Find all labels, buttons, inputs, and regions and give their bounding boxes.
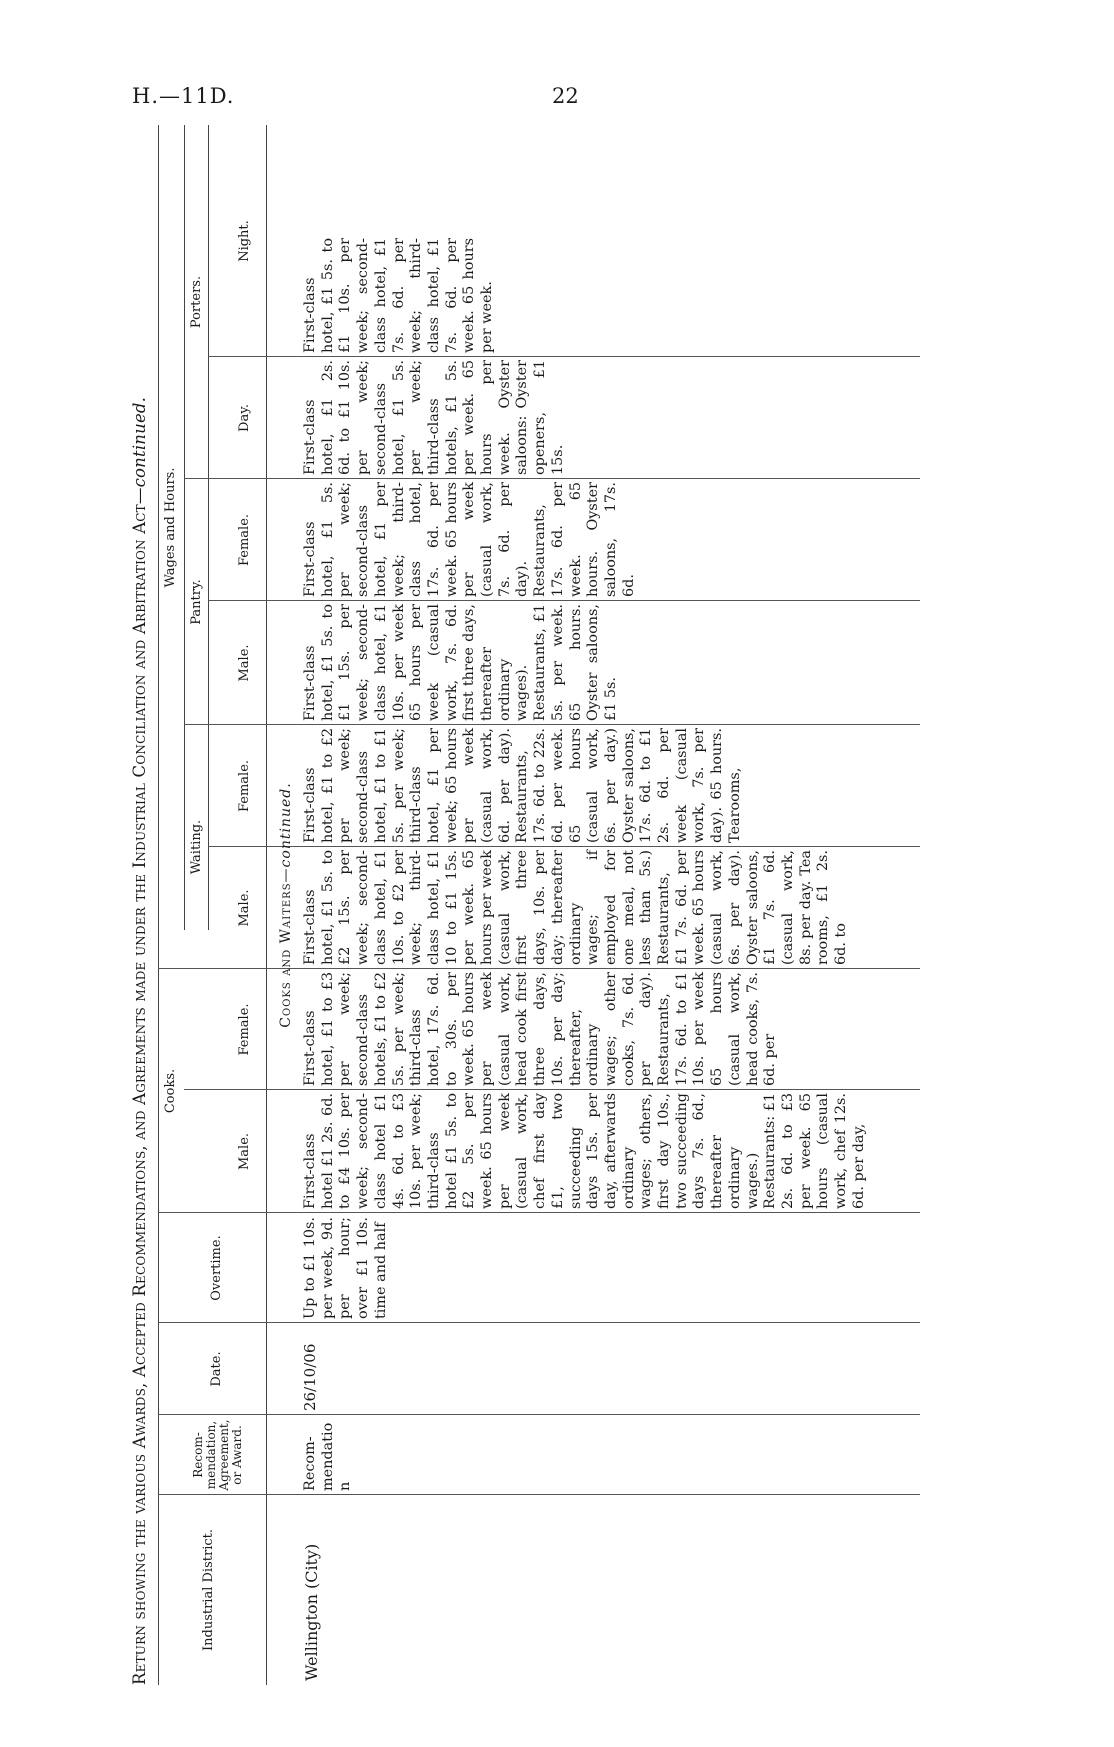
cell-porters-night: First-class hotel, £1 5s. to £1 10s. per week; second-class hotel, £1 7s. 6d. per week; third-class hotel, £1 7s. 6d. per week. 65 hours per week.: [302, 238, 496, 353]
header-pantry: Pantry.: [189, 579, 204, 625]
header-wages-and-hours: Wages and Hours.: [163, 467, 178, 588]
header-pantry-male: Male.: [237, 644, 252, 682]
header-date: Date.: [209, 1351, 224, 1387]
cell-overtime: Up to £1 10s. per week, 9d. per hour; over £1 10s. time and half: [302, 1217, 389, 1319]
cell-recommendation-type: Recommendation: [302, 1422, 354, 1491]
header-cooks: Cooks.: [163, 1068, 178, 1114]
cell-waiting-male: First-class hotel, £1 5s. to £2 15s. per week; second-class hotel, £1 10s. to £2 per week; third-class hotel, £1 10 to £1 15s. per week. 65 hours per week (casual work, first three days, 10s. per day; thereafter ordinary wages; if employed for one meal, not less than 5s.) Restaurants, £1 7s. 6d. per week. 65 hours (casual work, 6s. per day). Oyster saloons, £1 7s. 6d. (casual work, 8s. per day. Tea rooms, £1 2s. 6d. to: [302, 850, 850, 965]
header-district: Industrial District.: [201, 1529, 216, 1651]
title-text: Return showing the various Awards, Accepted Recommendations, and Agreements made under the Industrial Conciliation and Arbitration Act—: [130, 487, 149, 1685]
cell-district: Wellington (City): [302, 1543, 321, 1681]
page-reference: H.—11D.: [132, 84, 235, 108]
header-waiting-female: Female.: [237, 759, 252, 813]
col-sep-2: [158, 1414, 920, 1415]
col-sep-4: [158, 1212, 920, 1213]
title-continued: continued.: [130, 396, 149, 488]
section-heading: [278, 125, 298, 1685]
header-waiting-male: Male.: [237, 889, 252, 927]
page-number: 22: [552, 84, 579, 108]
header-cooks-male: Male.: [237, 1132, 252, 1171]
cell-porters-day: First-class hotel, £1 2s. 6d. to £1 10s. per week; second-class hotel, £1 5s. per week; third-class hotels, £1 5s. per week. 65 hours per week. Oyster saloons: Oyster openers, £1 15s.: [302, 360, 566, 475]
col-sep-9: [208, 600, 920, 601]
col-sep-7: [208, 846, 920, 847]
cell-cooks-female: First-class hotel, £1 to £3 per week; second-class hotels, £1 to £2 5s. per week; third-class hotel, 17s. 6d. to 30s. per week. 65 hours per week (casual work, head cook first three days, 10s. per day; thereafter, ordinary wages; other cooks, 7s. 6d. per day). Restaurants, 17s. 6d. to £1 10s. per week 65 hours (casual work, head cooks, 7s. 6d. per: [302, 972, 779, 1086]
header-porters: Porters.: [189, 275, 204, 329]
cell-pantry-female: First-class hotel, £1 5s. per week; second-class hotel, £1 per week; third-class hotel, 17s. 6d. per week. 65 hours per week (casual work, 7s. 6d. per day). Restaurants, 17s. 6d. per week. 65 hours. Oyster saloons, 17s. 6d.: [302, 482, 637, 597]
cell-date: 26/10/06: [301, 1343, 319, 1411]
section-continued: continued.: [278, 782, 294, 868]
header-porters-day: Day.: [237, 404, 252, 432]
header-porters-night: Night.: [237, 220, 252, 262]
return-table: [130, 125, 920, 1685]
cell-pantry-male: First-class hotel, £1 5s. to £1 15s. per week; second-class hotel, £1 10s. per week 65 hours per week (casual work, 7s. 6d. first three days, thereafter ordinary wages). Restaurants, £1 5s. per week. 65 hours. Oyster saloons, £1 5s.: [302, 604, 619, 721]
header-cooks-female: Female.: [237, 1003, 252, 1056]
header-overtime: Overtime.: [209, 1235, 224, 1301]
col-sep-1: [158, 1494, 920, 1495]
rule-subheader-1: [184, 125, 185, 930]
col-sep-11: [208, 356, 920, 357]
header-pantry-female: Female.: [237, 513, 252, 567]
rule-header-bottom: [266, 125, 267, 1685]
cell-waiting-female: First-class hotel, £1 to £2 per week; second-class hotel, £1 to £1 5s. per week; third-class hotel, £1 per week; 65 hours per week (casual work, 6d. per day). Restaurants, 17s. 6d. to 22s. 6d. per week. 65 hours (casual work, 6s. per day.) Oyster saloons, 17s. 6d. to £1 2s. 6d. per week (casual work, 7s. per day). 65 hours. Tearooms,: [302, 728, 743, 843]
header-waiting: Waiting.: [189, 819, 204, 875]
rule-subheader-2: [208, 125, 209, 930]
cell-cooks-male: First-class hotel £1 2s. 6d. to £4 10s. per week; second-class hotel £1 4s. 6d. to £3 10s. per week; third-class hotel £1 5s. to £2 5s. per week. 65 hours per week (casual work, chef first day £1, two succeeding days 15s. per day, afterwards ordinary wages; others, first day 10s., two succeeding days 7s. 6d., thereafter ordinary wages.) Restaurants: £1 2s. 6d. to £3 per week. 65 hours (casual work, chef 12s. 6d. per day,: [302, 1093, 867, 1209]
col-sep-3: [158, 1322, 920, 1323]
table-title: [130, 125, 156, 1685]
col-sep-6: [158, 968, 920, 969]
section-label: Cooks and Waiters—: [278, 867, 294, 1028]
rule-top: [158, 125, 159, 1685]
header-recommendation: Recommendation, Agreement, or Award.: [191, 1419, 244, 1491]
